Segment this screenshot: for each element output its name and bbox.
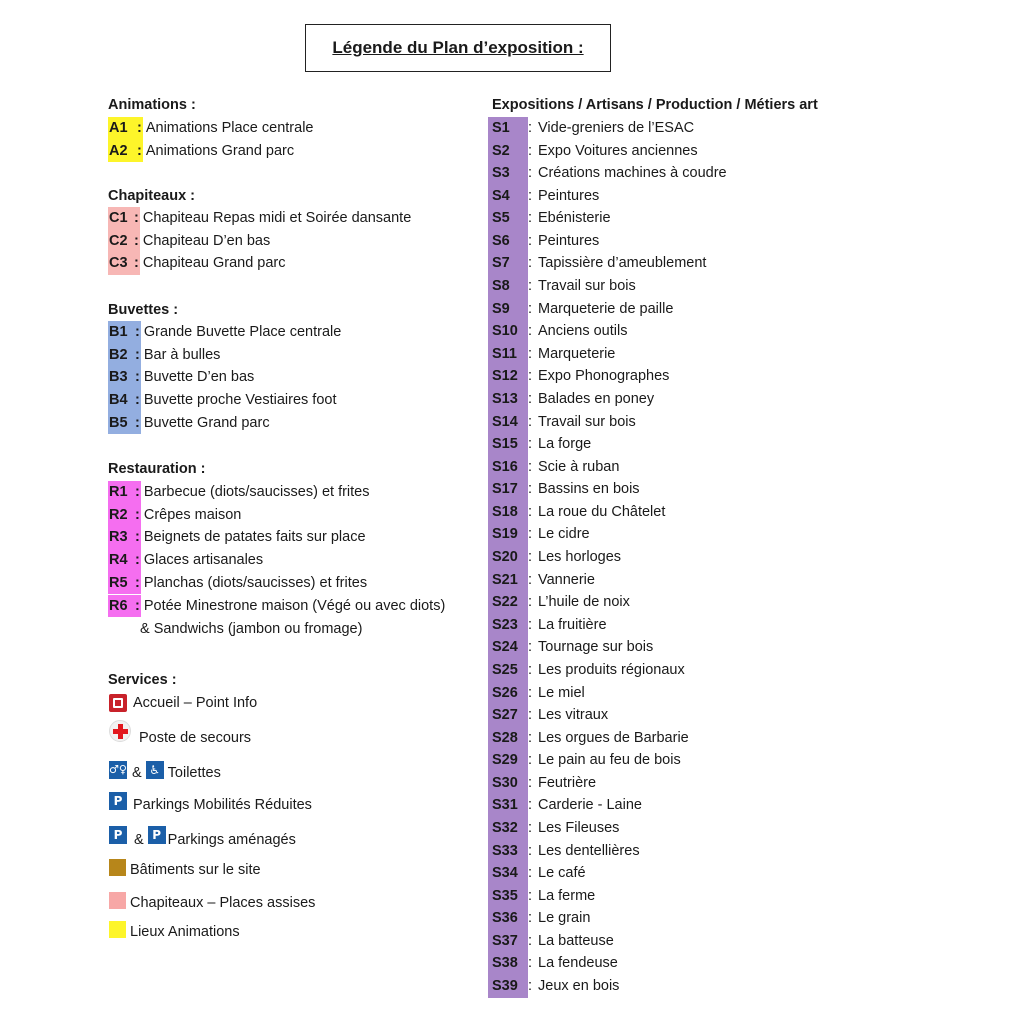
parkings-amp: &: [134, 832, 144, 848]
restauration-label: Glaces artisanales: [143, 552, 264, 569]
expositions-item-s7: [490, 252, 706, 275]
expositions-code: S17: [492, 481, 518, 498]
code-separator: :: [135, 506, 140, 523]
code-separator: :: [528, 887, 533, 904]
buvettes-item-b5: [108, 412, 270, 435]
expositions-item-s33: [490, 840, 640, 863]
expositions-item-s6: [490, 230, 599, 253]
chapiteaux-code: C3: [108, 252, 140, 275]
restauration-label: Beignets de patates faits sur place: [143, 529, 366, 546]
buvettes-code: B5: [108, 412, 141, 435]
service-places-assises: [109, 889, 315, 911]
code-separator: :: [528, 278, 533, 295]
expositions-code: S19: [492, 526, 518, 543]
animations-item-a1: [108, 117, 314, 140]
restauration-code: R6: [108, 595, 141, 618]
code-separator: :: [135, 346, 140, 363]
buvettes-code: B1: [108, 321, 141, 344]
chapiteaux-item-c2: [108, 230, 270, 253]
code-separator: :: [528, 413, 533, 430]
expositions-label: Vannerie: [538, 571, 595, 588]
service-batiments: [109, 856, 261, 878]
expositions-item-s17: [490, 478, 640, 501]
buvettes-item-b4: [108, 389, 337, 412]
expositions-item-s9: [490, 298, 673, 321]
expositions-label: Travail sur bois: [538, 413, 636, 430]
expositions-item-s5: [490, 207, 611, 230]
code-separator: :: [135, 414, 140, 431]
restauration-code: R5: [108, 572, 141, 595]
code-separator: :: [134, 255, 139, 272]
expositions-label: La ferme: [538, 887, 596, 904]
expositions-label: Bassins en bois: [538, 481, 640, 498]
code-separator: :: [528, 819, 533, 836]
buvettes-code: B4: [108, 389, 141, 412]
code-separator: :: [528, 594, 533, 611]
service-parkings: [109, 824, 296, 846]
service-lieux-animations-label: Lieux Animations: [130, 924, 240, 940]
expositions-label: Ebénisterie: [538, 210, 611, 227]
animations-code: A1: [108, 117, 143, 140]
expositions-item-s25: [490, 659, 685, 682]
expositions-item-s31: [490, 794, 642, 817]
code-separator: :: [135, 392, 140, 409]
expositions-item-s2: [490, 140, 698, 163]
expositions-title: Expositions / Artisans / Production / Métiers art: [492, 97, 818, 113]
services-title: Services :: [108, 672, 177, 688]
expositions-label: Marqueterie de paille: [538, 300, 674, 317]
restauration-r6-continuation: & Sandwichs (jambon ou fromage): [140, 621, 363, 637]
expositions-code: S1: [492, 120, 510, 136]
expositions-label: Le miel: [538, 684, 585, 701]
buvettes-label: Buvette Grand parc: [143, 414, 270, 431]
expositions-label: Anciens outils: [538, 323, 628, 340]
code-separator: :: [134, 232, 139, 249]
code-separator: :: [528, 684, 533, 701]
expositions-item-s37: [490, 930, 614, 953]
restauration-item-r2: [108, 504, 241, 527]
code-separator: :: [528, 865, 533, 882]
expositions-label: Les vitraux: [538, 707, 609, 724]
expositions-code: S27: [492, 707, 518, 724]
places-assises-swatch: [109, 892, 126, 909]
code-separator: :: [528, 842, 533, 859]
accessible-parking-icon: P: [109, 792, 127, 810]
restauration-item-r1: [108, 481, 370, 504]
service-parkings-label: Parkings aménagés: [167, 832, 296, 848]
buvettes-label: Buvette D’en bas: [143, 369, 255, 386]
code-separator: :: [528, 481, 533, 498]
expositions-item-s39: [490, 975, 619, 998]
code-separator: :: [528, 210, 533, 227]
expositions-code: S18: [492, 503, 518, 520]
code-separator: :: [528, 707, 533, 724]
expositions-code: S23: [492, 616, 518, 633]
buvettes-title: Buvettes :: [108, 302, 179, 318]
expositions-code: S32: [492, 819, 518, 836]
code-separator: :: [135, 324, 140, 340]
code-separator: :: [135, 574, 140, 591]
restauration-label: Crêpes maison: [143, 506, 242, 523]
code-separator: :: [528, 120, 533, 136]
expositions-code: S11: [492, 345, 517, 362]
expositions-item-s11: [490, 343, 615, 366]
expositions-item-s38: [490, 952, 618, 975]
restauration-item-r4: [108, 549, 263, 572]
expositions-label: Vide-greniers de l’ESAC: [538, 120, 695, 136]
expositions-label: Tapissière d’ameublement: [538, 255, 707, 272]
expositions-code: S36: [492, 910, 518, 927]
expositions-code: S28: [492, 729, 518, 746]
code-separator: :: [528, 323, 533, 340]
code-separator: :: [528, 368, 533, 385]
expositions-item-s24: [490, 636, 653, 659]
expositions-label: L’huile de noix: [538, 594, 630, 611]
expositions-label: Travail sur bois: [538, 278, 636, 295]
toilets-icon: ♂♀: [109, 761, 127, 779]
expositions-label: Marqueterie: [538, 345, 616, 362]
expositions-code: S34: [492, 865, 518, 882]
expositions-item-s20: [490, 546, 621, 569]
expositions-code: S8: [492, 278, 510, 295]
expositions-label: La forge: [538, 436, 592, 453]
expositions-code: S21: [492, 571, 518, 588]
animations-label: Animations Grand parc: [145, 142, 295, 159]
expositions-label: Les produits régionaux: [538, 661, 685, 678]
code-separator: :: [528, 978, 533, 995]
expositions-label: La batteuse: [538, 932, 614, 949]
expositions-item-s30: [490, 772, 596, 795]
expositions-code: S39: [492, 978, 518, 995]
expositions-label: Le grain: [538, 910, 591, 927]
expositions-label: La fruitière: [538, 616, 607, 633]
code-separator: :: [135, 597, 140, 614]
expositions-code: S30: [492, 774, 518, 791]
code-separator: :: [528, 300, 533, 317]
code-separator: :: [528, 232, 533, 249]
expositions-item-s14: [490, 411, 636, 434]
restauration-label: Barbecue (diots/saucisses) et frites: [143, 484, 370, 500]
chapiteaux-item-c3: [108, 252, 286, 275]
code-separator: :: [528, 661, 533, 678]
expositions-label: Le cidre: [538, 526, 590, 543]
expositions-code: S10: [492, 323, 518, 340]
code-separator: :: [135, 529, 140, 546]
expositions-code: S22: [492, 594, 518, 611]
code-separator: :: [528, 390, 533, 407]
buvettes-label: Bar à bulles: [143, 346, 221, 363]
code-separator: :: [137, 142, 142, 159]
expositions-item-s10: [490, 320, 627, 343]
expositions-code: S37: [492, 932, 518, 949]
expositions-item-s4: [490, 185, 599, 208]
wheelchair-icon: ♿: [146, 761, 164, 779]
expositions-code: S7: [492, 255, 510, 272]
expositions-label: Les Fileuses: [538, 819, 620, 836]
service-lieux-animations: [109, 918, 240, 940]
expositions-code: S38: [492, 955, 518, 972]
expositions-item-s27: [490, 704, 608, 727]
expositions-code: S9: [492, 300, 510, 317]
expositions-item-s18: [490, 501, 665, 524]
code-separator: :: [528, 910, 533, 927]
restauration-item-r5: [108, 572, 367, 595]
expositions-code: S15: [492, 436, 518, 453]
expositions-code: S26: [492, 684, 518, 701]
restauration-title: Restauration :: [108, 461, 206, 477]
expositions-label: Jeux en bois: [538, 978, 620, 995]
code-separator: :: [528, 639, 533, 656]
chapiteaux-item-c1: [108, 207, 411, 230]
expositions-label: Peintures: [538, 187, 600, 204]
expositions-item-s34: [490, 862, 586, 885]
code-separator: :: [528, 752, 533, 769]
code-separator: :: [528, 774, 533, 791]
restauration-label: Planchas (diots/saucisses) et frites: [143, 574, 368, 591]
expositions-label: La fendeuse: [538, 955, 618, 972]
expositions-item-s26: [490, 682, 585, 705]
expositions-code: S31: [492, 797, 518, 814]
restauration-label: Potée Minestrone maison (Végé ou avec diots): [143, 597, 446, 614]
code-separator: :: [528, 255, 533, 272]
expositions-item-s23: [490, 614, 607, 637]
expositions-item-s3: [490, 162, 727, 185]
expositions-code: S5: [492, 210, 510, 227]
expositions-code: S14: [492, 413, 518, 430]
buvettes-item-b2: [108, 344, 220, 367]
code-separator: :: [528, 165, 533, 182]
expositions-item-s35: [490, 885, 595, 908]
buvettes-label: Buvette proche Vestiaires foot: [143, 392, 337, 409]
expositions-label: Expo Voitures anciennes: [538, 142, 698, 159]
expositions-item-s21: [490, 569, 595, 592]
expositions-code: S24: [492, 639, 518, 656]
expositions-item-s36: [490, 907, 590, 930]
code-separator: :: [135, 369, 140, 386]
code-separator: :: [528, 571, 533, 588]
expositions-label: Les horloges: [538, 549, 622, 566]
expositions-label: Peintures: [538, 232, 600, 249]
expositions-label: Le café: [538, 865, 586, 882]
buvettes-item-b1: [108, 321, 341, 344]
expositions-label: La roue du Châtelet: [538, 503, 666, 520]
buvettes-label: Grande Buvette Place centrale: [143, 324, 342, 340]
expositions-item-s8: [490, 275, 636, 298]
expositions-label: Créations machines à coudre: [538, 165, 727, 182]
code-separator: :: [528, 503, 533, 520]
expositions-label: Le pain au feu de bois: [538, 752, 681, 769]
code-separator: :: [134, 210, 139, 226]
expositions-item-s13: [490, 388, 654, 411]
expositions-label: Tournage sur bois: [538, 639, 654, 656]
expositions-item-s29: [490, 749, 681, 772]
first-aid-cross-icon: [109, 720, 131, 742]
code-separator: :: [528, 797, 533, 814]
chapiteaux-label: Chapiteau Grand parc: [142, 255, 286, 272]
expositions-code: S3: [492, 165, 510, 182]
restauration-item-r6: [108, 595, 445, 618]
chapiteaux-title: Chapiteaux :: [108, 188, 196, 204]
lieux-animations-swatch: [109, 921, 126, 938]
service-accueil: [109, 692, 257, 714]
service-parkings-pmr: [109, 790, 312, 812]
expositions-label: Les orgues de Barbarie: [538, 729, 689, 746]
expositions-code: S33: [492, 842, 518, 859]
expositions-code: S4: [492, 187, 510, 204]
code-separator: :: [528, 616, 533, 633]
service-toilettes: [109, 759, 221, 781]
code-separator: :: [528, 729, 533, 746]
expositions-code: S13: [492, 390, 518, 407]
expositions-item-s32: [490, 817, 619, 840]
restauration-code: R4: [108, 549, 141, 572]
code-separator: :: [135, 552, 140, 569]
code-separator: :: [528, 436, 533, 453]
code-separator: :: [135, 484, 140, 500]
expositions-item-s28: [490, 727, 689, 750]
expositions-code: S25: [492, 661, 518, 678]
chapiteaux-code: C1: [108, 207, 140, 230]
code-separator: :: [528, 187, 533, 204]
expositions-item-s19: [490, 523, 590, 546]
restauration-code: R2: [108, 504, 141, 527]
expositions-label: Feutrière: [538, 774, 597, 791]
expositions-label: Carderie - Laine: [538, 797, 642, 814]
legend-title: Légende du Plan d’exposition :: [332, 38, 584, 57]
expositions-label: Scie à ruban: [538, 458, 620, 475]
legend-title-box: [305, 24, 611, 72]
restauration-code: R1: [108, 481, 141, 504]
service-places-assises-label: Chapiteaux – Places assises: [130, 895, 316, 911]
batiments-swatch: [109, 859, 126, 876]
expositions-code: S2: [492, 142, 510, 159]
code-separator: :: [528, 345, 533, 362]
code-separator: :: [528, 526, 533, 543]
expositions-code: S20: [492, 549, 518, 566]
expositions-item-s1: [490, 117, 694, 140]
service-accueil-label: Accueil – Point Info: [133, 695, 258, 711]
service-toilettes-label: Toilettes: [167, 765, 221, 781]
expositions-code: S35: [492, 887, 518, 904]
buvettes-code: B3: [108, 366, 141, 389]
expositions-label: Balades en poney: [538, 390, 655, 407]
restauration-code: R3: [108, 526, 141, 549]
car-parking-icon: P: [148, 826, 166, 844]
expositions-label: Expo Phonographes: [538, 368, 670, 385]
expositions-code: S29: [492, 752, 518, 769]
service-batiments-label: Bâtiments sur le site: [130, 862, 261, 878]
info-point-icon: [109, 694, 127, 712]
expositions-item-s22: [490, 591, 630, 614]
animations-label: Animations Place centrale: [145, 120, 314, 136]
buvettes-item-b3: [108, 366, 254, 389]
bus-parking-icon: P: [109, 826, 127, 844]
expositions-item-s12: [490, 365, 669, 388]
service-parkings-pmr-label: Parkings Mobilités Réduites: [133, 797, 312, 813]
code-separator: :: [137, 120, 142, 136]
service-secours-label: Poste de secours: [139, 730, 252, 746]
toilettes-amp: &: [132, 765, 142, 781]
chapiteaux-label: Chapiteau Repas midi et Soirée dansante: [142, 210, 412, 226]
code-separator: :: [528, 932, 533, 949]
code-separator: :: [528, 142, 533, 159]
expositions-label: Les dentellières: [538, 842, 640, 859]
restauration-item-r3: [108, 526, 366, 549]
expositions-item-s15: [490, 433, 591, 456]
code-separator: :: [528, 458, 533, 475]
code-separator: :: [528, 955, 533, 972]
code-separator: :: [528, 549, 533, 566]
chapiteaux-code: C2: [108, 230, 140, 253]
expositions-code: S12: [492, 368, 518, 385]
expositions-code: S6: [492, 232, 510, 249]
expositions-item-s16: [490, 456, 619, 479]
buvettes-code: B2: [108, 344, 141, 367]
expositions-code: S16: [492, 458, 518, 475]
animations-title: Animations :: [108, 97, 196, 113]
animations-item-a2: [108, 140, 294, 163]
animations-code: A2: [108, 140, 143, 163]
service-secours: [109, 720, 252, 746]
chapiteaux-label: Chapiteau D’en bas: [142, 232, 271, 249]
